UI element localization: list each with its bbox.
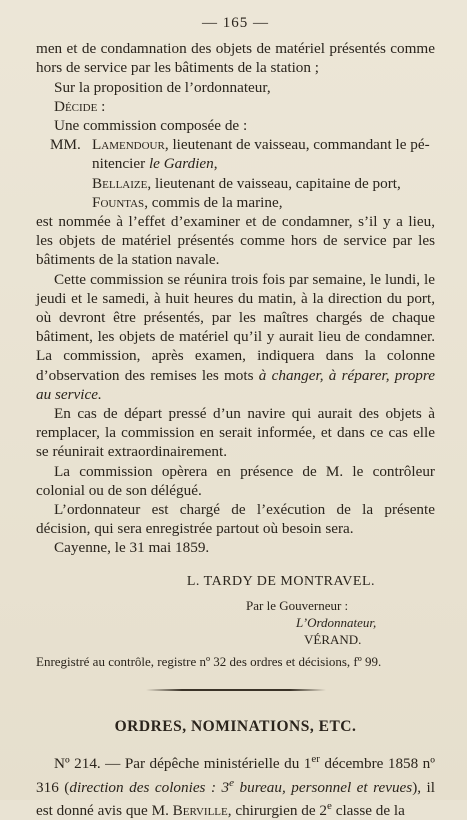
paragraph-reunion-italic: à changer, à réparer, propre au service. xyxy=(36,366,435,403)
commission-members xyxy=(50,135,435,212)
member-lamendour-cont xyxy=(50,154,435,173)
n214-italic2: bureau, personnel et revues xyxy=(234,778,413,796)
n214-c: ), il est donné avis que M. xyxy=(36,778,435,819)
paragraph-nommee: est nommée à l’effet d’examiner et de condamner, s’il y a lieu, les objets de matériel présentés comme hors de service par les bâtiments de la station navale. xyxy=(36,213,435,269)
member-fountas xyxy=(50,193,435,212)
member-name: Lamendour xyxy=(92,136,165,154)
paragraph-depart: En cas de départ pressé d’un navire qui aurait des objets à remplacer, la commission en serait informée, et dans ce cas elle se réunirait extraordinairement. xyxy=(36,405,435,461)
member-bellaize xyxy=(50,174,435,193)
registration-note: Enregistré au contrôle, registre nº 32 des ordres et décisions, fº 99. xyxy=(36,653,382,669)
n214-d: , chirurgien de 2 xyxy=(227,801,328,819)
member-title-cont: nitencier xyxy=(92,155,149,173)
n214-b: décembre 1858 nº 316 ( xyxy=(36,755,435,796)
page-number: — 165 — xyxy=(202,15,269,31)
n214-italic: direction des colonies : 3 xyxy=(69,778,230,796)
n214-e: classe de la xyxy=(331,801,405,819)
par-le-gouverneur: Par le Gouverneur : xyxy=(246,597,349,613)
ordonnateur-label: L’Ordonnateur, xyxy=(296,614,377,630)
paragraph-reunion-text: Cette commission se réunira trois fois par semaine, le lundi, le jeudi et le samedi, à huit heures du matin, à la direction du port, où devront être présentés, par les maîtres chargés de chaque bâtiment, les objets de matériel qu’il y aurait lieu de condamner. La commission, après examen, indiquera dans la colonne d’observation des remises les mots xyxy=(36,270,435,384)
member-title: , lieutenant de vaisseau, capitaine de port, xyxy=(147,174,401,192)
verand-signature: VÉRAND. xyxy=(304,631,362,647)
punct: , xyxy=(213,155,218,173)
section-divider xyxy=(146,689,326,691)
n214-sup: er xyxy=(311,753,320,766)
n214-a: Nº 214. — Par dépêche ministérielle du 1 xyxy=(54,755,312,773)
ordre-214 xyxy=(36,750,435,820)
decide-heading: Décide : xyxy=(54,97,106,115)
paragraph-controleur: La commission opèrera en présence de M. le contrôleur colonial ou de son délégué. xyxy=(36,462,435,499)
member-name: Bellaize xyxy=(92,174,148,192)
member-name: Fountas xyxy=(92,193,145,211)
n214-italic-sup: e xyxy=(229,776,235,789)
section-title: ORDRES, NOMINATIONS, ETC. xyxy=(114,718,357,736)
governor-signature: L. TARDY DE MONTRAVEL. xyxy=(186,573,375,589)
mm-label: MM. xyxy=(50,136,81,154)
n214-sup2: e xyxy=(327,799,332,812)
commission-line: Une commission composée de : xyxy=(54,117,248,135)
paragraph-reunion xyxy=(36,270,435,404)
n214-name: Berville xyxy=(172,801,228,819)
member-title: , commis de la marine, xyxy=(144,193,283,211)
date-line: Cayenne, le 31 mai 1859. xyxy=(54,539,210,557)
proposition-line: Sur la proposition de l’ordonnateur, xyxy=(54,78,271,96)
member-lamendour xyxy=(50,135,435,154)
ship-name: le Gardien xyxy=(148,155,214,173)
paragraph-intro: men et de condamnation des objets de matériel présentés comme hors de service par les bâtiments de la station ; xyxy=(36,40,435,77)
member-title: , lieutenant de vaisseau, commandant le pé- xyxy=(164,136,430,154)
paragraph-ordonnateur: L’ordonnateur est chargé de l’exécution de la présente décision, qui sera enregistrée partout où besoin sera. xyxy=(36,501,435,538)
